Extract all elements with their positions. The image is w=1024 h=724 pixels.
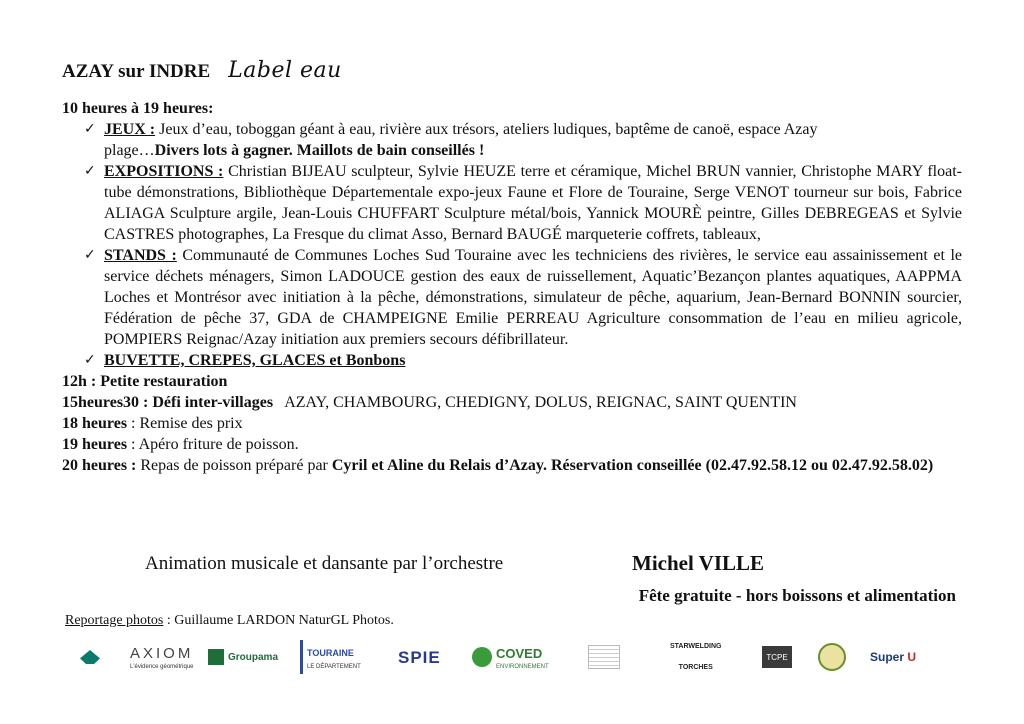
- photo-credit: [65, 610, 394, 631]
- music-line: [145, 553, 965, 574]
- item-stands: ✓ STANDS : Communauté de Communes Loches Sud Touraine avec les techniciens des rivières, le service eau assainissement et le service déchets ménagers, Simon LADOUCE gestion des eaux de ruissellement, Aquatic’Bezançon plantes aquatiques, AAPPMA Loches et Montrésor avec initiation à la pêche, démonstrations, simulateur de pêche, aquarium, Jean-Bernard BONNIN sourcier, Fédération de pêche 37, GDA de CHAMPEIGNE Emilie PERREAU Agriculture consommation de l’eau en milieu agricole, POMPIERS Reignac/Azay initiation aux premiers secours défibrillateur.: [84, 245, 962, 350]
- artist-name: Michel VILLE: [632, 551, 765, 575]
- spie-logo: SPIE: [398, 647, 441, 667]
- photo-credit-text: : Guillaume LARDON NaturGL Photos.: [163, 613, 394, 628]
- credit-agricole-icon: [80, 650, 100, 664]
- photo-credit-label: Reportage photos: [65, 613, 164, 628]
- schedule-19h: 19 heures : Apéro friture de poisson.: [62, 436, 299, 453]
- partner-logo-small: [588, 640, 620, 674]
- schedule-18h: 18 heures : Remise des prix: [62, 415, 243, 432]
- badge-icon: [818, 643, 846, 671]
- round-badge-logo: [818, 640, 846, 674]
- touraine-logo: TOURAINE LE DÉPARTEMENT: [300, 640, 361, 674]
- document-icon: [588, 645, 620, 669]
- item-expositions: ✓ EXPOSITIONS : Christian BIJEAU sculpteur, Sylvie HEUZE terre et céramique, Michel BRUN vannier, Christophe MARY float-tube démonstrations, Bibliothèque Départementale expo-jeux Faune et Flore de Touraine, Serge VENOT tourneur sur bois, Fabrice ALIAGA Sculpture argile, Jean-Louis CHUFFART Sculpture métal/bois, Yannick MOURÈ peintre, Gilles DEBREGEAS et Sylvie CASTRES photographes, La Fresque du climat Asso, Bernard BAUGÉ marqueterie coffrets, tableaux,: [84, 161, 962, 245]
- coved-icon: [472, 647, 492, 667]
- program-list: [84, 119, 962, 371]
- music-text: Animation musicale et dansante par l’orchestre: [145, 553, 504, 574]
- groupama-logo: Groupama: [208, 640, 278, 674]
- item-jeux: ✓ JEUX : Jeux d’eau, toboggan géant à eau, rivière aux trésors, ateliers ludiques, baptême de canoë, espace Azay plage…Divers lots à gagner. Maillots de bain conseillés !: [84, 119, 962, 161]
- schedule-12h: 12h : Petite restauration: [62, 373, 228, 390]
- item-buvette: ✓ BUVETTE, CREPES, GLACES et Bonbons: [84, 350, 962, 371]
- starwelding-logo: STARWELDING TORCHES: [670, 643, 722, 671]
- town-title: AZAY sur INDRE: [62, 61, 211, 82]
- poster: [62, 60, 962, 476]
- groupama-icon: [208, 649, 224, 665]
- credit-agricole-logo: [80, 640, 100, 674]
- coved-logo: COVED ENVIRONNEMENT: [472, 640, 549, 674]
- title-row: [62, 60, 962, 98]
- sponsor-logos: [80, 640, 920, 676]
- tcpe-logo: TCPE: [762, 640, 792, 674]
- free-entry-note: Fête gratuite - hors boissons et alimentation: [638, 586, 956, 605]
- label-eau: Label eau: [228, 58, 342, 83]
- schedule-15h30: 15heures30 : Défi inter-villages AZAY, CHAMBOURG, CHEDIGNY, DOLUS, REIGNAC, SAINT QUENTIN: [62, 394, 797, 411]
- axiom-logo: AXIOM L'évidence géométrique: [130, 645, 194, 670]
- super-u-logo: Super U: [870, 649, 917, 664]
- schedule-20h: 20 heures : Repas de poisson préparé par Cyril et Aline du Relais d’Azay. Réservation conseillée (02.47.92.58.12 ou 02.47.92.58.02): [62, 457, 934, 474]
- hours: 10 heures à 19 heures:: [62, 100, 214, 117]
